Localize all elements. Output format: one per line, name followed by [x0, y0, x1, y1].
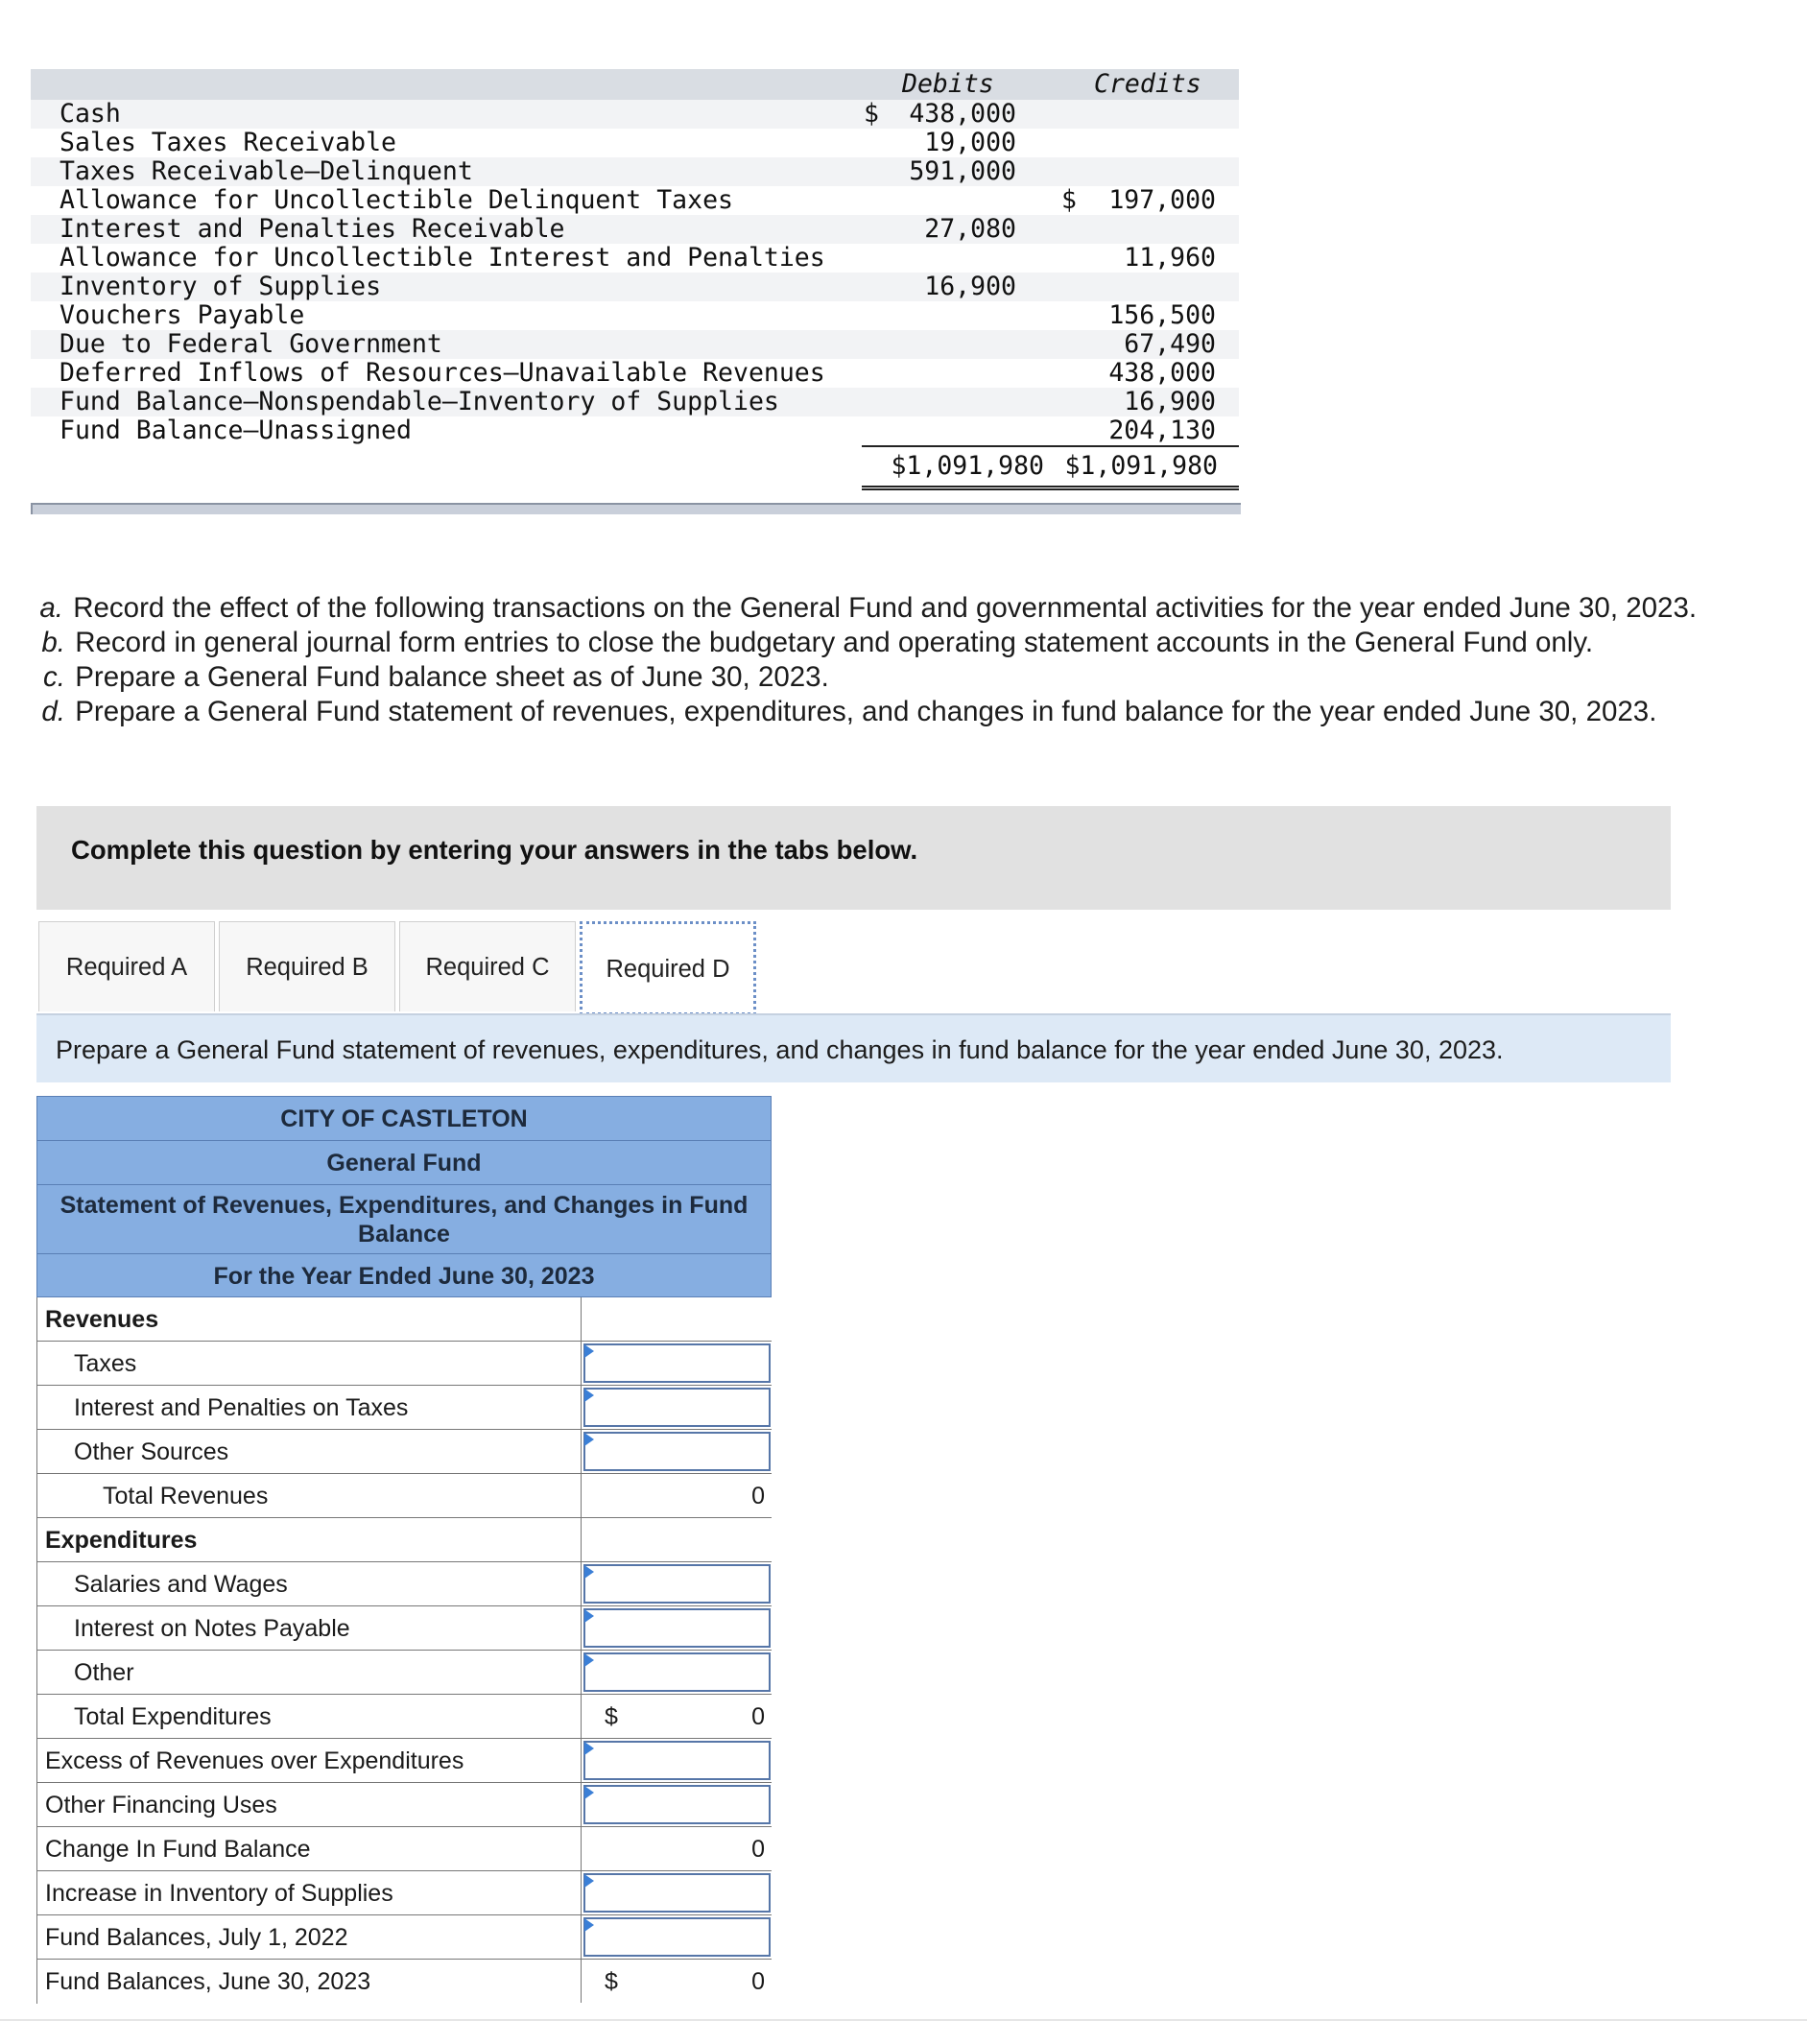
instruction-text: Prepare a General Fund statement of revenues, expenditures, and changes in fund balance for the year ended June 30, 2023. — [75, 696, 1657, 727]
statement-row — [36, 1386, 772, 1430]
amount-cell — [581, 1297, 773, 1341]
row-label: Total Expenditures — [74, 1703, 272, 1730]
row-label: Other Financing Uses — [45, 1792, 277, 1818]
account-name: Sales Taxes Receivable — [59, 128, 396, 157]
row-label: Salaries and Wages — [74, 1571, 288, 1598]
trial-balance-rows — [31, 100, 1239, 445]
statement-row — [36, 1342, 772, 1386]
statement-rows — [36, 1297, 772, 2004]
input-marker-icon — [584, 1433, 594, 1446]
credits-header: Credits — [1094, 69, 1201, 99]
trial-balance-totals — [31, 445, 1239, 489]
trial-balance-row — [31, 273, 1239, 301]
statement-row — [36, 1474, 772, 1518]
debit-amount: 16,900 — [924, 272, 1016, 301]
credit-amount: 16,900 — [1124, 387, 1216, 416]
credit-amount: 156,500 — [1108, 300, 1216, 330]
statement-entity: CITY OF CASTLETON — [36, 1096, 772, 1140]
debit-amount: 19,000 — [924, 128, 1016, 157]
account-name: Allowance for Uncollectible Interest and Penalties — [59, 243, 825, 273]
computed-amount: 0 — [751, 1968, 765, 1995]
account-name: Fund Balance—Nonspendable—Inventory of Supplies — [59, 387, 779, 416]
account-name: Vouchers Payable — [59, 300, 305, 330]
account-name: Cash — [59, 99, 121, 129]
instruction-line — [29, 695, 1697, 729]
statement-period: For the Year Ended June 30, 2023 — [36, 1253, 772, 1297]
instruction-text: Record in general journal form entries to close the budgetary and operating statement accounts in the General Fund only. — [75, 627, 1594, 658]
row-label: Revenues — [45, 1306, 159, 1333]
amount-cell — [581, 1518, 773, 1561]
input-marker-icon — [584, 1653, 594, 1667]
statement-row — [36, 1695, 772, 1739]
row-label: Fund Balances, June 30, 2023 — [45, 1968, 371, 1995]
credit-amount: 204,130 — [1108, 416, 1216, 445]
debit-amount: 438,000 — [909, 99, 1016, 129]
statement-row — [36, 1739, 772, 1783]
row-label: Change In Fund Balance — [45, 1836, 311, 1863]
statement-row — [36, 1518, 772, 1562]
computed-amount: 0 — [751, 1703, 765, 1730]
amount-input[interactable] — [583, 1741, 771, 1780]
row-label: Taxes — [74, 1350, 137, 1377]
instruction-line — [29, 660, 1697, 695]
trial-balance-row — [31, 100, 1239, 129]
amount-cell — [581, 1827, 773, 1870]
trial-balance-row — [31, 215, 1239, 244]
trial-balance-row — [31, 129, 1239, 157]
statement-row — [36, 1297, 772, 1342]
input-marker-icon — [584, 1742, 594, 1755]
input-marker-icon — [584, 1874, 594, 1888]
debit-amount: 27,080 — [924, 214, 1016, 244]
instructions — [29, 591, 1697, 729]
trial-balance-row — [31, 359, 1239, 388]
tab-required-b[interactable]: Required B — [219, 921, 395, 1011]
account-name: Taxes Receivable—Delinquent — [59, 156, 473, 186]
computed-amount: 0 — [751, 1836, 765, 1863]
amount-cell — [581, 1871, 773, 1914]
trial-balance-footer-bar — [31, 503, 1241, 514]
amount-cell — [581, 1386, 773, 1429]
row-label: Other — [74, 1659, 134, 1686]
tab-required-a[interactable]: Required A — [38, 921, 215, 1011]
tab-required-d[interactable]: Required D — [580, 921, 756, 1015]
trial-balance-header — [31, 69, 1239, 100]
statement-table — [36, 1096, 772, 2004]
amount-input[interactable] — [583, 1432, 771, 1471]
row-label: Interest and Penalties on Taxes — [74, 1394, 409, 1421]
account-name: Interest and Penalties Receivable — [59, 214, 565, 244]
debit-dollar-sign: $ — [864, 99, 879, 129]
account-name: Allowance for Uncollectible Delinquent Taxes — [59, 185, 733, 215]
trial-balance-row — [31, 301, 1239, 330]
credit-amount: 11,960 — [1124, 243, 1216, 273]
account-name: Fund Balance—Unassigned — [59, 416, 412, 445]
question-panel — [36, 806, 1671, 910]
input-marker-icon — [584, 1609, 594, 1623]
debit-amount: 591,000 — [909, 156, 1016, 186]
row-label: Interest on Notes Payable — [74, 1615, 350, 1642]
amount-input[interactable] — [583, 1343, 771, 1383]
instruction-letter: c. — [43, 661, 65, 693]
amount-input[interactable] — [583, 1873, 771, 1913]
row-label: Other Sources — [74, 1438, 229, 1465]
statement-row — [36, 1562, 772, 1606]
trial-balance-row — [31, 186, 1239, 215]
trial-balance-row — [31, 157, 1239, 186]
amount-cell — [581, 1915, 773, 1959]
account-name: Due to Federal Government — [59, 329, 442, 359]
dollar-sign: $ — [605, 1703, 618, 1730]
amount-input[interactable] — [583, 1917, 771, 1957]
input-marker-icon — [584, 1786, 594, 1799]
amount-cell — [581, 1342, 773, 1385]
statement-row — [36, 1871, 772, 1915]
amount-input[interactable] — [583, 1608, 771, 1648]
dollar-sign: $ — [605, 1968, 618, 1995]
account-name: Deferred Inflows of Resources—Unavailable Revenues — [59, 358, 825, 388]
credit-amount: 197,000 — [1108, 185, 1216, 215]
statement-row — [36, 1651, 772, 1695]
amount-cell — [581, 1651, 773, 1694]
instruction-letter: b. — [41, 627, 65, 658]
instruction-line — [29, 591, 1697, 626]
amount-cell — [581, 1562, 773, 1605]
amount-cell — [581, 1430, 773, 1473]
input-marker-icon — [584, 1389, 594, 1402]
row-label: Fund Balances, July 1, 2022 — [45, 1924, 348, 1951]
instruction-text: Prepare a General Fund balance sheet as of June 30, 2023. — [75, 661, 829, 693]
trial-balance — [31, 69, 1239, 489]
credit-amount: 67,490 — [1124, 329, 1216, 359]
row-label: Increase in Inventory of Supplies — [45, 1880, 393, 1907]
instruction-letter: a. — [39, 592, 63, 624]
amount-input[interactable] — [583, 1564, 771, 1604]
statement-fund: General Fund — [36, 1140, 772, 1184]
tab-required-c[interactable]: Required C — [399, 921, 576, 1011]
amount-input[interactable] — [583, 1785, 771, 1824]
computed-amount: 0 — [751, 1483, 765, 1509]
credit-dollar-sign: $ — [1061, 185, 1077, 215]
total-credits: $1,091,980 — [1059, 445, 1239, 490]
row-label: Excess of Revenues over Expenditures — [45, 1747, 464, 1774]
instruction-letter: d. — [41, 696, 65, 727]
tab-prompt: Prepare a General Fund statement of revenues, expenditures, and changes in fund balance for the year ended June 30, 2023. — [36, 1013, 1671, 1082]
amount-cell — [581, 1960, 773, 2003]
trial-balance-row — [31, 416, 1239, 445]
statement-row — [36, 1430, 772, 1474]
statement-title: Statement of Revenues, Expenditures, and Changes in Fund Balance — [36, 1184, 772, 1253]
trial-balance-row — [31, 388, 1239, 416]
amount-input[interactable] — [583, 1388, 771, 1427]
row-label: Expenditures — [45, 1527, 198, 1554]
trial-balance-row — [31, 244, 1239, 273]
statement-row — [36, 1606, 772, 1651]
amount-cell — [581, 1739, 773, 1782]
instruction-line — [29, 626, 1697, 660]
statement-row — [36, 1783, 772, 1827]
input-marker-icon — [584, 1918, 594, 1932]
credit-amount: 438,000 — [1108, 358, 1216, 388]
input-marker-icon — [584, 1344, 594, 1358]
amount-cell — [581, 1474, 773, 1517]
amount-cell — [581, 1783, 773, 1826]
amount-input[interactable] — [583, 1652, 771, 1692]
debits-header: Debits — [902, 69, 994, 99]
total-debits: $1,091,980 — [862, 445, 1065, 490]
question-text: Complete this question by entering your answers in the tabs below. — [71, 835, 918, 865]
statement-row — [36, 1915, 772, 1960]
input-marker-icon — [584, 1565, 594, 1579]
statement-row — [36, 1827, 772, 1871]
account-name: Inventory of Supplies — [59, 272, 382, 301]
page-bottom-divider — [0, 2019, 1807, 2021]
amount-cell — [581, 1695, 773, 1738]
row-label: Total Revenues — [103, 1483, 269, 1509]
statement-row — [36, 1960, 772, 2004]
instruction-text: Record the effect of the following transactions on the General Fund and governmental activities for the year ended June 30, 2023. — [73, 592, 1698, 624]
amount-cell — [581, 1606, 773, 1650]
trial-balance-row — [31, 330, 1239, 359]
